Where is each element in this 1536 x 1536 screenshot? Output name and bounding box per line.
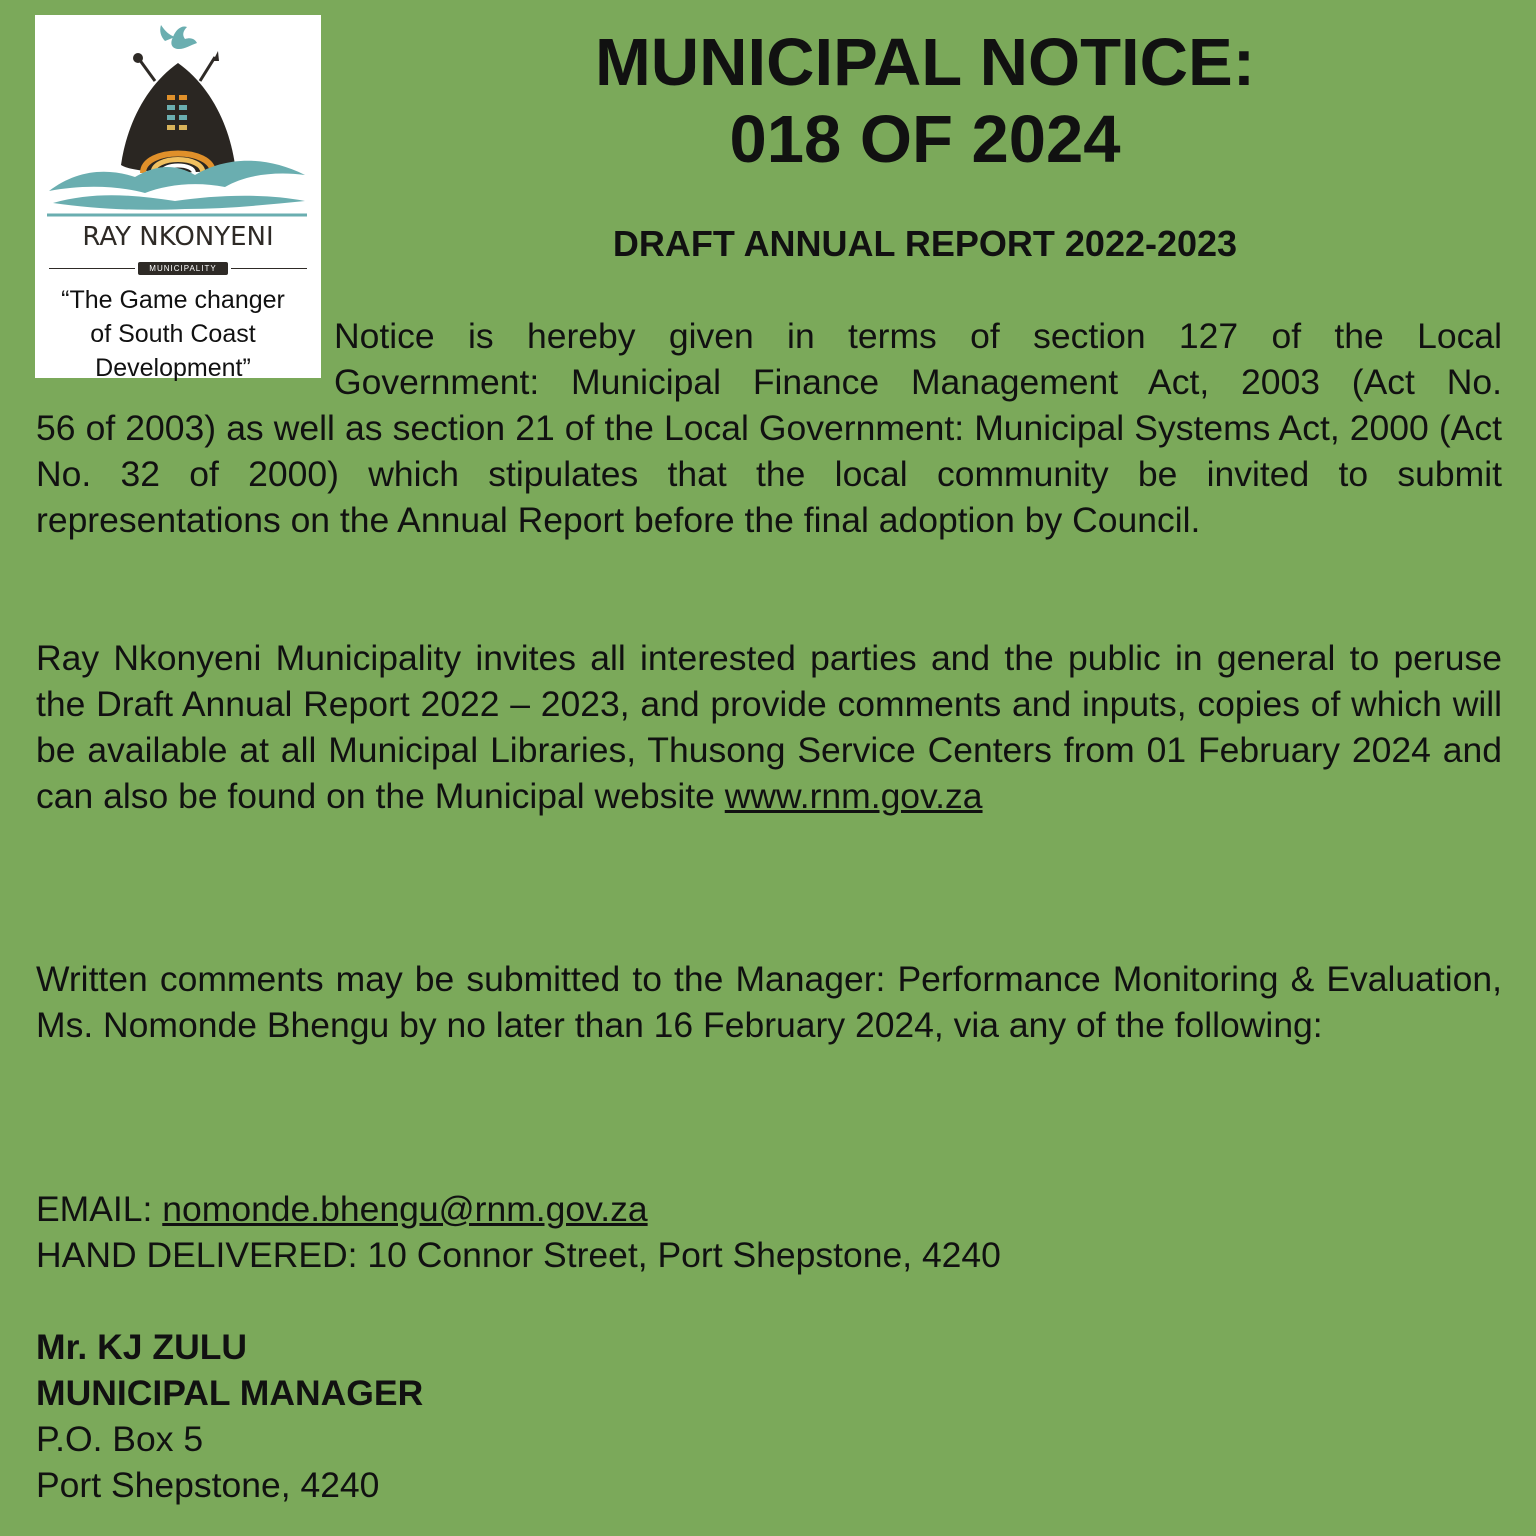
logo-tagline (35, 283, 311, 385)
email-link[interactable]: nomonde.bhengu@rnm.gov.za (162, 1189, 648, 1229)
paragraph-2 (36, 635, 1502, 819)
logo-name: RAY NKONYENI (82, 222, 274, 252)
municipality-logo (35, 15, 321, 382)
tagline-line: Development” (95, 354, 251, 382)
paragraph-3: Written comments may be submitted to the Manager: Performance Monitoring & Evaluation, Ms. Nomonde Bhengu by no later than 16 February 2024, via any of the following: (36, 959, 1502, 1045)
title-line: MUNICIPAL NOTICE: (594, 25, 1256, 100)
paragraph-1-line: Government: Municipal Finance Management Act, 2003 (Act No. (334, 362, 1502, 402)
contact-details (36, 1186, 1502, 1278)
paragraph-1-line: Notice is hereby given in terms of section 127 of the Local (334, 316, 1502, 356)
tagline-line: “The Game changer (61, 286, 285, 314)
email-label: EMAIL: (36, 1189, 163, 1229)
tagline-line: of South Coast (90, 320, 256, 348)
postal-address-line: Port Shepstone, 4240 (36, 1465, 380, 1505)
logo-subtitle: MUNICIPALITY (138, 262, 228, 275)
logo-divider (231, 268, 307, 269)
municipal-shield-emblem-icon (35, 15, 321, 230)
signoff-block (36, 1324, 1502, 1508)
postal-address-line: P.O. Box 5 (36, 1419, 204, 1459)
signatory-name: Mr. KJ ZULU (36, 1327, 248, 1367)
logo-divider (49, 268, 135, 269)
hand-delivered-line: HAND DELIVERED: 10 Connor Street, Port Shepstone, 4240 (36, 1235, 1001, 1275)
paragraph-1-body: 56 of 2003) as well as section 21 of the Local Government: Municipal Systems Act, 2000 (Act No. 32 of 2000) which stipulates that the local community be invited to submit representations on the Annual Report before the final adoption by Council. (36, 408, 1502, 540)
paragraph-2-text: Ray Nkonyeni Municipality invites all interested parties and the public in general to peruse the Draft Annual Report 2022 – 2023, and provide comments and inputs, copies of which will be available at all Municipal Libraries, Thusong Service Centers from 01 February 2024 and can also be found on the Municipal website (36, 638, 1502, 816)
email-line (36, 1186, 1502, 1232)
website-link[interactable]: www.rnm.gov.za (724, 776, 983, 816)
notice-title (345, 24, 1505, 178)
title-line: 018 OF 2024 (729, 102, 1121, 177)
paragraph-1-intro (334, 313, 1502, 405)
dove-icon (160, 25, 197, 49)
notice-subtitle: DRAFT ANNUAL REPORT 2022-2023 (612, 223, 1238, 264)
signatory-title: MUNICIPAL MANAGER (36, 1373, 424, 1413)
